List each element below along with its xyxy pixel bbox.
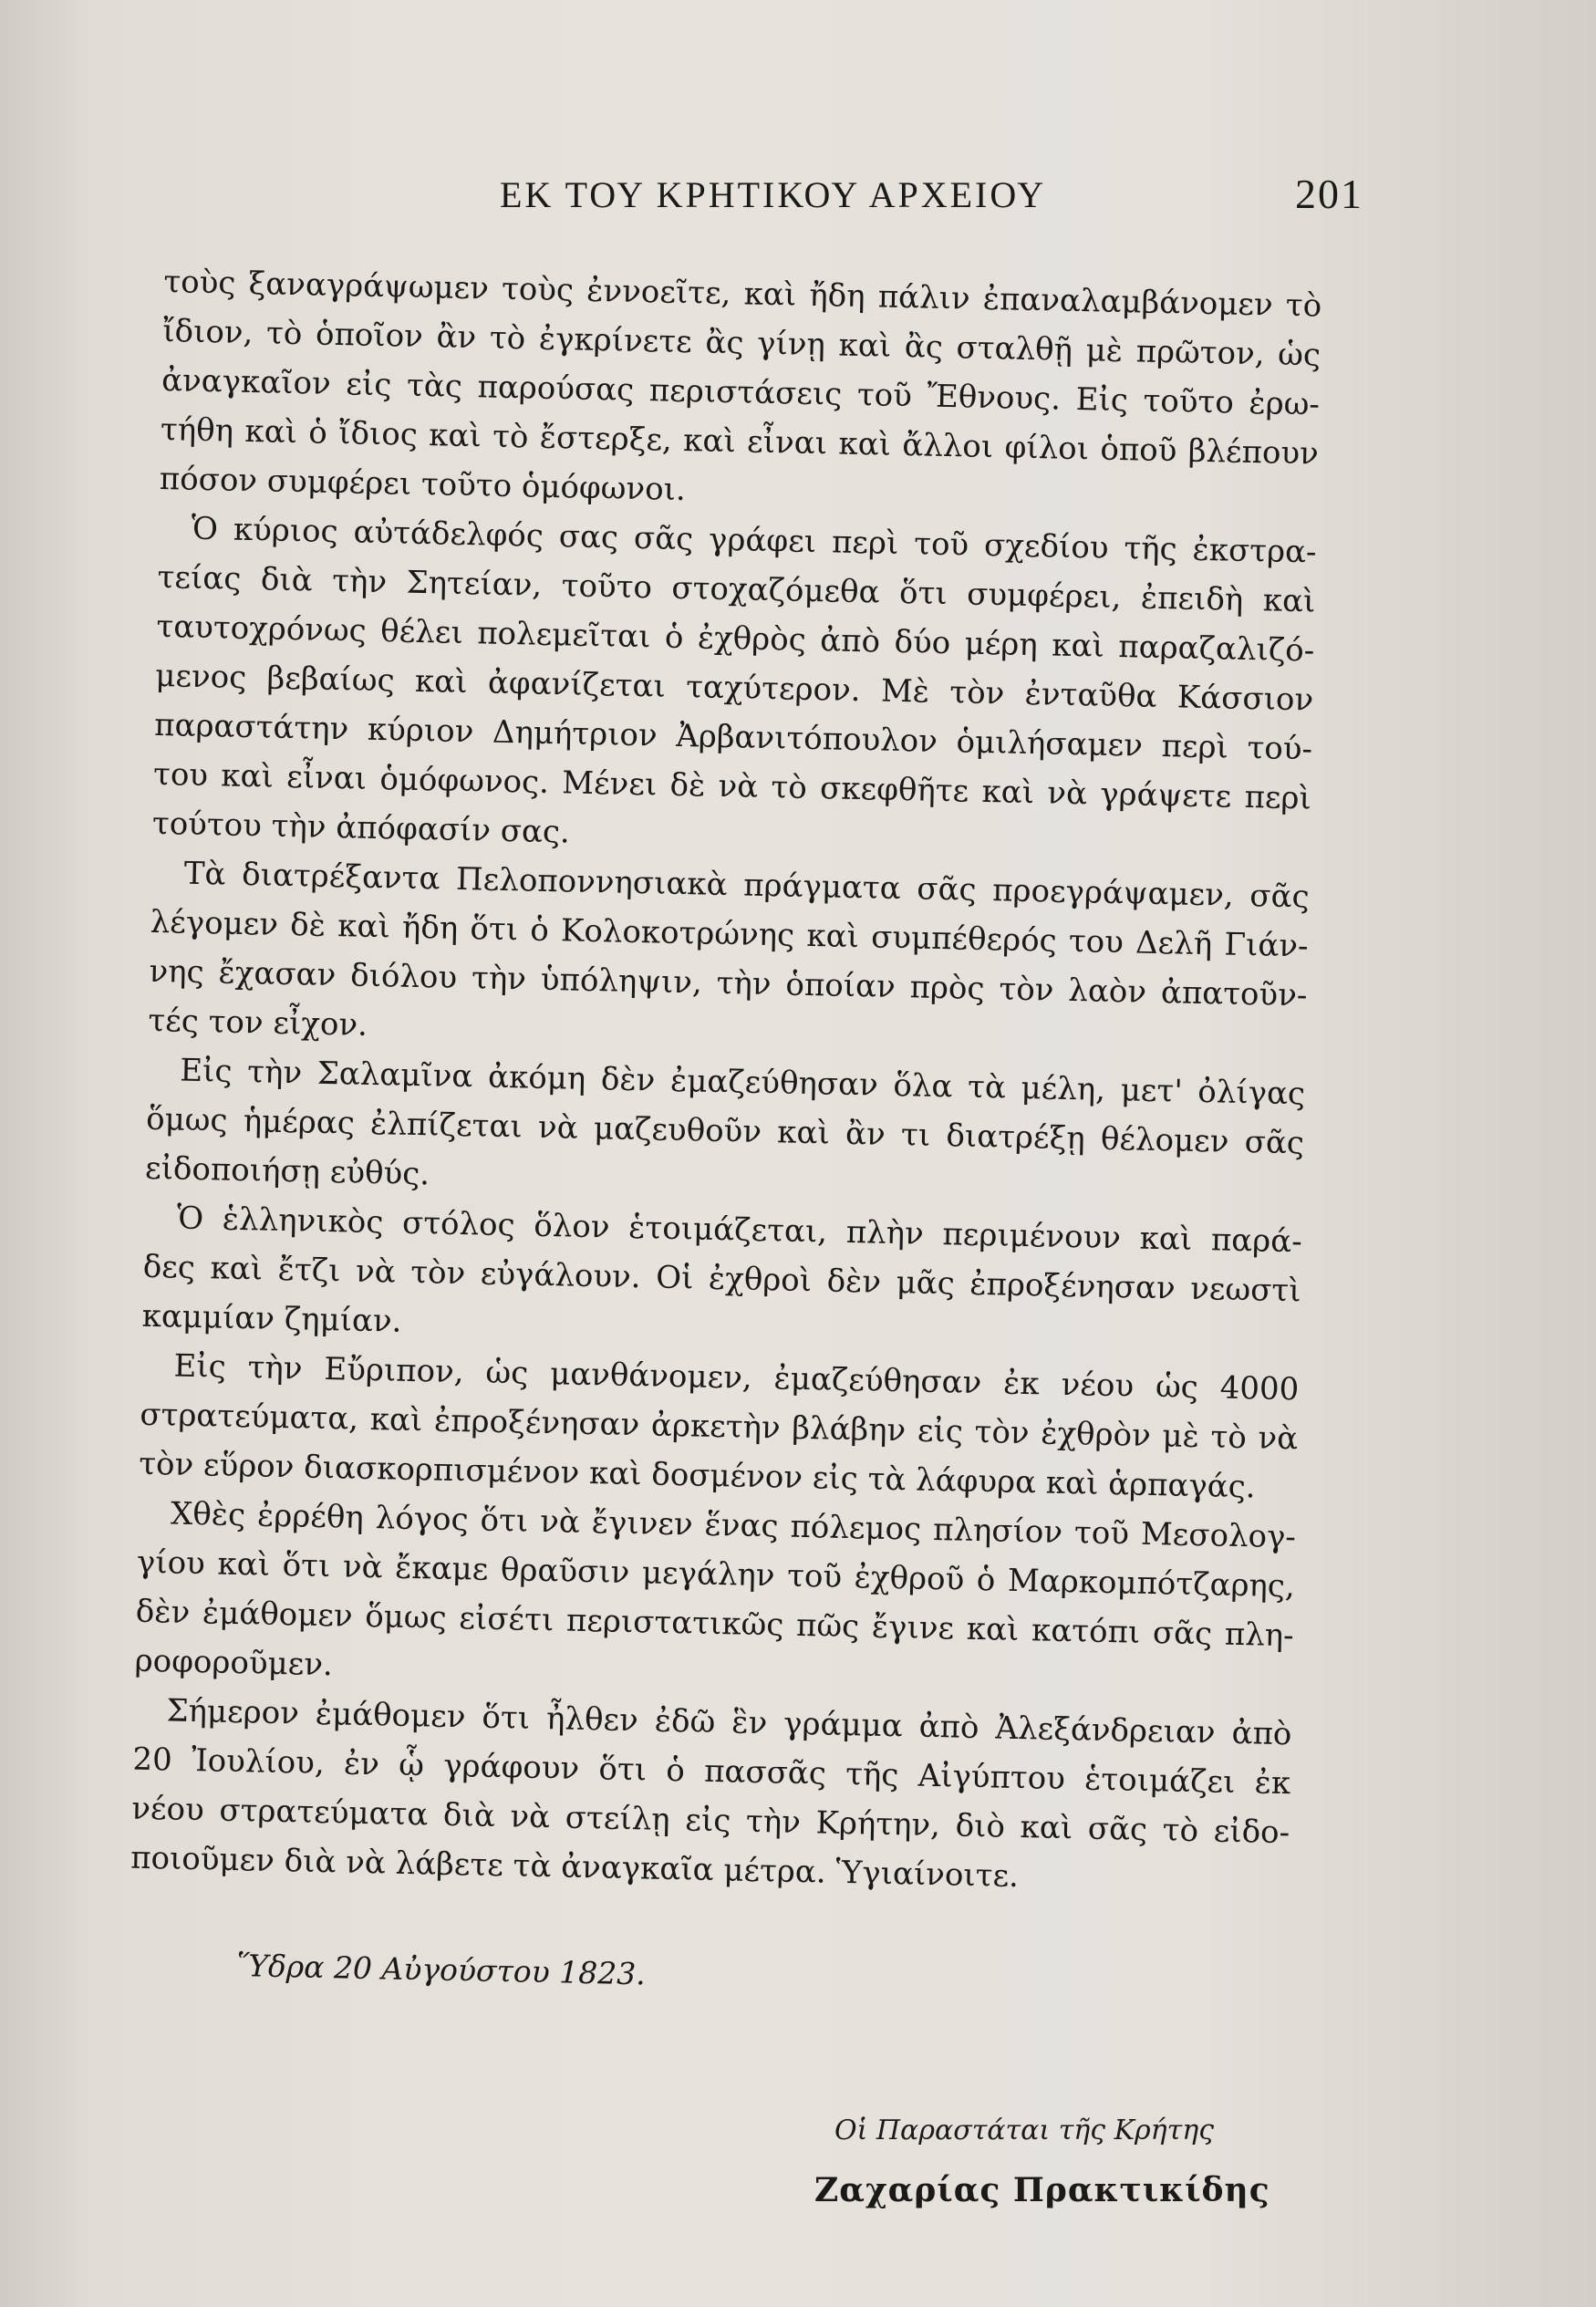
- place-date: Ὕδρα 20 Αὐγούστου 1823.: [236, 1948, 647, 1992]
- signature-name: Ζαχαρίας Πρακτικίδης: [814, 2171, 1270, 2209]
- text-line: στρατεύματα, καὶ ἐπροξένησαν ἀρκετὴν βλάβην εἰς τὸν ἐχθρὸν μὲ τὸ νὰ: [140, 1396, 1299, 1458]
- text-line: Εἰς τὴν Σαλαμῖνα ἀκόμη δὲν ἐμαζεύθησαν ὅλα τὰ μέλη, μετ' ὀλίγας: [179, 1052, 1306, 1113]
- text-line: Χθὲς ἐρρέθη λόγος ὅτι νὰ ἔγινεν ἕνας πόλεμος πλησίον τοῦ Μεσολογ-: [170, 1495, 1297, 1556]
- text-line: ὅμως ἡμέρας ἐλπίζεται νὰ μαζευθοῦν καὶ ἂν τι διατρέξῃ θέλομεν σᾶς: [145, 1100, 1305, 1162]
- text-line: τές τον εἶχον.: [148, 1002, 368, 1044]
- text-line: Σήμερον ἐμάθομεν ὅτι ἦλθεν ἐδῶ ἓν γράμμα ἀπὸ Ἀλεξάνδρειαν ἀπὸ: [166, 1692, 1292, 1753]
- text-line: τούτου τὴν ἀπόφασίν σας.: [151, 805, 571, 851]
- text-line: γίου καὶ ὅτι νὰ ἔκαμε θραῦσιν μεγάλην τοῦ ἐχθροῦ ὁ Μαρκομπότζαρης,: [136, 1543, 1296, 1606]
- text-line: λέγομεν δὲ καὶ ἤδη ὅτι ὁ Κολοκοτρώνης καὶ συμπέθερός του Δελῆ Γιάν-: [150, 903, 1309, 965]
- text-line: ποιοῦμεν διὰ νὰ λάβετε τὰ ἀναγκαῖα μέτρα. Ὑγιαίνοιτε.: [130, 1839, 1020, 1896]
- text-line: μενος βεβαίως καὶ ἀφανίζεται ταχύτερον. Μὲ τὸν ἐνταῦθα Κάσσιον: [154, 657, 1314, 719]
- text-line: νης ἔχασαν διόλου τὴν ὑπόληψιν, τὴν ὁποίαν πρὸς τὸν λαὸν ἀπατοῦν-: [149, 952, 1308, 1014]
- text-line: δες καὶ ἔτζι νὰ τὸν εὐγάλουν. Οἱ ἐχθροὶ δὲν μᾶς ἐπροξένησαν νεωστὶ: [142, 1248, 1301, 1310]
- text-line: ταυτοχρόνως θέλει πολεμεῖται ὁ ἐχθρὸς ἀπὸ δύο μέρη καὶ παραζαλιζό-: [156, 608, 1315, 670]
- text-line: Ὁ κύριος αὐτάδελφός σας σᾶς γράφει περὶ τοῦ σχεδίου τῆς ἐκστρα-: [191, 510, 1317, 571]
- text-line: του καὶ εἶναι ὁμόφωνος. Μένει δὲ νὰ τὸ σκεφθῆτε καὶ νὰ γράψετε περὶ: [152, 755, 1312, 817]
- text-line: ἀναγκαῖον εἰς τὰς παρούσας περιστάσεις τοῦ Ἔθνους. Εἰς τοῦτο ἐρω-: [161, 361, 1321, 423]
- text-line: Εἰς τὴν Εὔριπον, ὡς μανθάνομεν, ἐμαζεύθησαν ἐκ νέου ὡς 4000: [173, 1347, 1300, 1408]
- text-line: εἰδοποιήσῃ εὐθύς.: [144, 1149, 430, 1193]
- text-line: Ὁ ἑλληνικὸς στόλος ὅλον ἑτοιμάζεται, πλὴν περιμένουν καὶ παρά-: [176, 1200, 1303, 1261]
- page-number: 201: [1295, 171, 1363, 217]
- text-line: τείας διὰ τὴν Σητείαν, τοῦτο στοχαζόμεθα ὅτι συμφέρει, ἐπειδὴ καὶ: [157, 558, 1316, 620]
- text-line: ἴδιον, τὸ ὁποῖον ἂν τὸ ἐγκρίνετε ἂς γίνῃ καὶ ἂς σταλθῇ μὲ πρῶτον, ὡς: [161, 312, 1321, 374]
- text-line: καμμίαν ζημίαν.: [141, 1297, 402, 1340]
- text-line: τήθη καὶ ὁ ἴδιος καὶ τὸ ἔστερξε, καὶ εἶναι καὶ ἄλλοι φίλοι ὁποῦ βλέπουν: [160, 410, 1320, 473]
- text-line: τοὺς ξαναγράψωμεν τοὺς ἐννοεῖτε, καὶ ἤδη πάλιν ἐπαναλαμβάνομεν τὸ: [163, 263, 1322, 325]
- text-line: νέου στρατεύματα διὰ νὰ στείλῃ εἰς τὴν Κρήτην, διὸ καὶ σᾶς τὸ εἰδο-: [130, 1790, 1290, 1852]
- running-head: [0, 173, 1596, 228]
- letter-body: [130, 257, 1322, 1907]
- text-line: παραστάτην κύριον Δημήτριον Ἀρβανιτόπουλον ὁμιλήσαμεν περὶ τού-: [153, 706, 1313, 768]
- text-line: ροφοροῦμεν.: [134, 1642, 334, 1684]
- text-line: δὲν ἐμάθομεν ὅμως εἰσέτι περιστατικῶς πῶς ἔγινε καὶ κατόπι σᾶς πλη-: [135, 1593, 1295, 1655]
- text-line: Τὰ διατρέξαντα Πελοποννησιακὰ πράγματα σᾶς προεγράψαμεν, σᾶς: [183, 855, 1311, 916]
- running-title: ΕΚ ΤΟΥ ΚΡΗΤΙΚΟΥ ΑΡΧΕΙΟΥ: [500, 174, 1047, 215]
- text-line: πόσον συμφέρει τοῦτο ὁμόφωνοι.: [159, 460, 687, 509]
- text-line: 20 Ἰουλίου, ἐν ᾧ γράφουν ὅτι ὁ πασσᾶς τῆς Αἰγύπτου ἑτοιμάζει ἐκ: [132, 1741, 1291, 1803]
- signature-title: Οἱ Παραστάται τῆς Κρήτης: [834, 2115, 1215, 2146]
- text-line: τὸν εὕρον διασκορπισμένον καὶ δοσμένον εἰς τὰ λάφυρα καὶ ἁρπαγάς.: [138, 1445, 1256, 1506]
